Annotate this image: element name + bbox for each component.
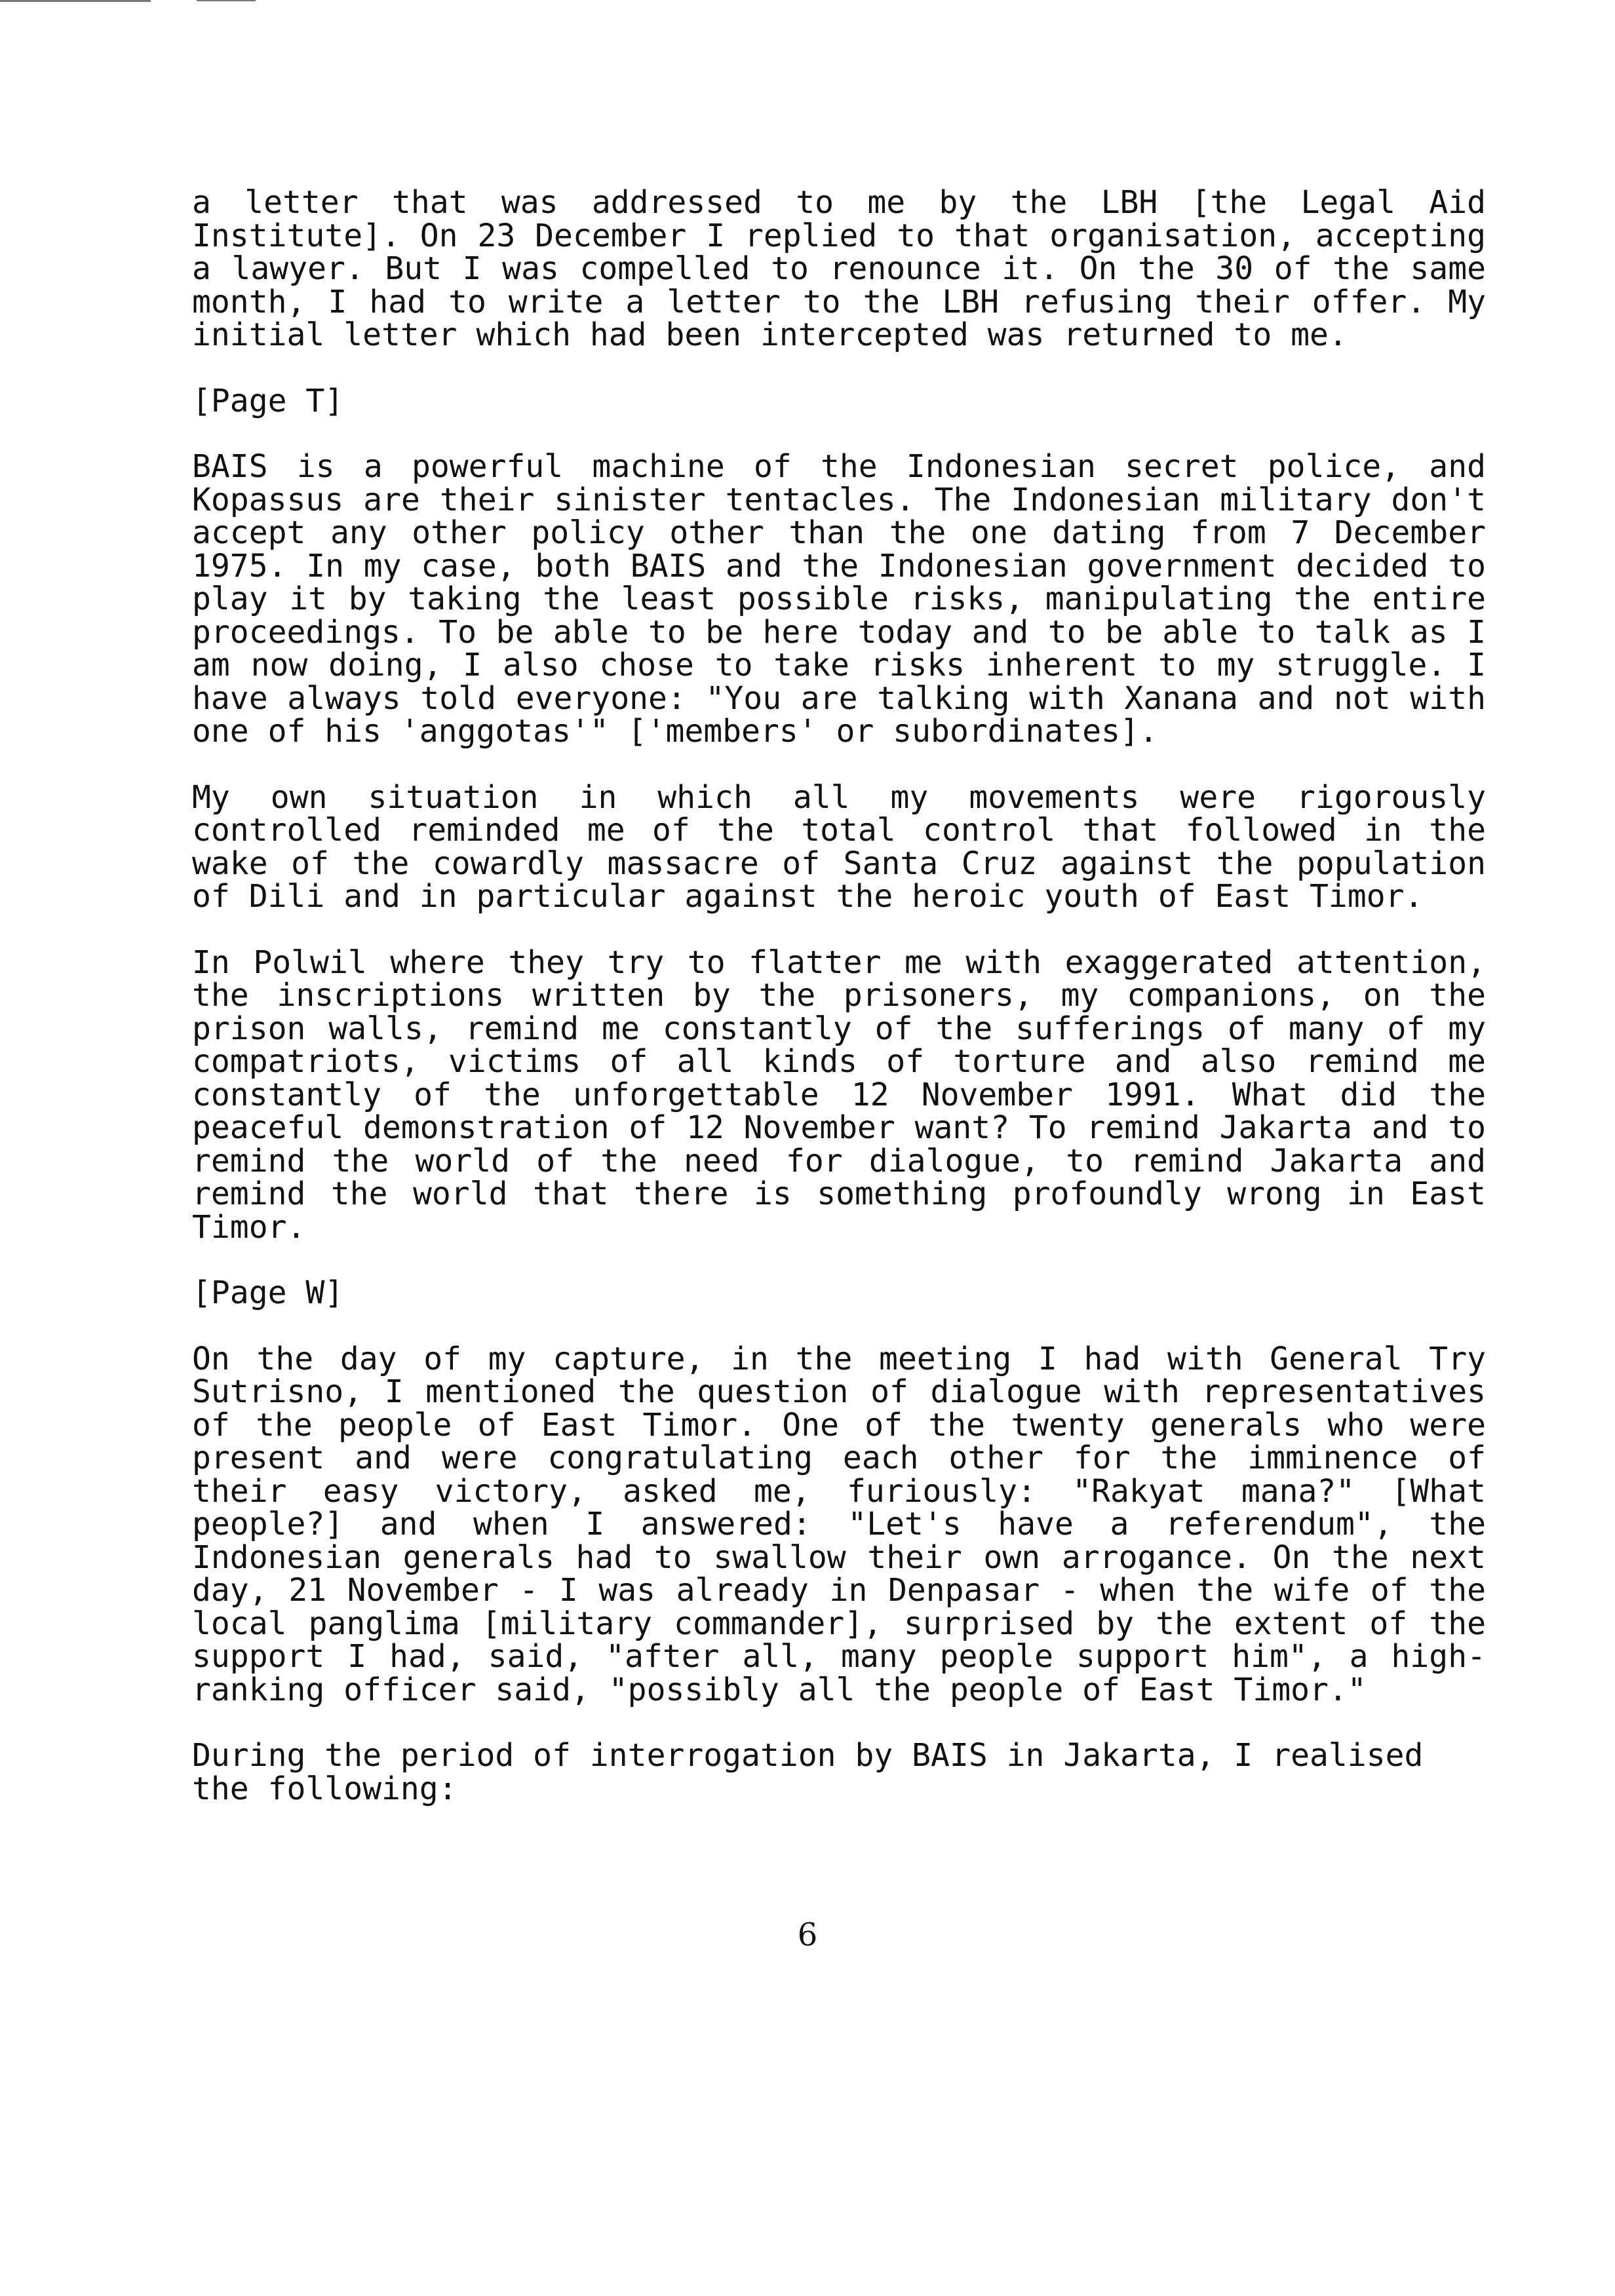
paragraph-interrogation: During the period of interrogation by BAIS in Jakarta, I realised the following:: [192, 1737, 1424, 1807]
paragraph-bais: BAIS is a powerful machine of the Indonesian secret police, and Kopassus are their sinister tentacles. The Indonesian military don't accept any other policy other than the one dating from 7 December 1975. In my case, both BAIS and the Indonesian government decided to play it by taking the least possible risks, manipulating the entire proceedings. To be able to be here today and to be able to talk as I am now doing, I also chose to take risks inherent to my struggle. I have always told everyone: "You are talking with Xanana and not with one of his 'anggotas'" ['members' or subordinates].: [192, 448, 1486, 750]
paragraph-lbh-letter: a letter that was addressed to me by the LBH [the Legal Aid Institute]. On 23 December I replied to that organisation, accepting a lawyer. But I was compelled to renounce it. On the 30 of the same month, I had to write a letter to the LBH refusing their offer. My initial letter which had been intercepted was returned to me.: [192, 184, 1486, 353]
body-text: [192, 186, 1486, 1838]
page-marker-w: [Page W]: [192, 1274, 344, 1311]
page-marker-t: [Page T]: [192, 382, 344, 419]
scan-artifact: [0, 0, 151, 2]
scan-artifact: [197, 0, 256, 1]
paragraph-polwil: In Polwil where they try to flatter me with exaggerated attention, the inscriptions written by the prisoners, my companions, on the prison walls, remind me constantly of the sufferings of many of my compatriots, victims of all kinds of torture and also remind me constantly of the unforgettable 12 November 1991. What did the peaceful demonstration of 12 November want? To remind Jakarta and to remind the world of the need for dialogue, to remind Jakarta and remind the world that there is something profoundly wrong in East Timor.: [192, 944, 1486, 1246]
paragraph-own-situation: My own situation in which all my movements were rigorously controlled reminded me of the total control that followed in the wake of the cowardly massacre of Santa Cruz against the population of Dili and in particular against the heroic youth of East Timor.: [192, 778, 1486, 915]
page-number: 6: [797, 1917, 818, 1953]
paragraph-capture: On the day of my capture, in the meeting I had with General Try Sutrisno, I mentioned the question of dialogue with representatives of the people of East Timor. One of the twenty generals who were present and were congratulating each other for the imminence of their easy victory, asked me, furiously: "Rakyat mana?" [What people?] and when I answered: "Let's have a referendum", the Indonesian generals had to swallow their own arrogance. On the next day, 21 November - I was already in Denpasar - when the wife of the local panglima [military commander], surprised by the extent of the support I had, said, "after all, many people support him", a high-ranking officer said, "possibly all the people of East Timor.": [192, 1340, 1486, 1708]
